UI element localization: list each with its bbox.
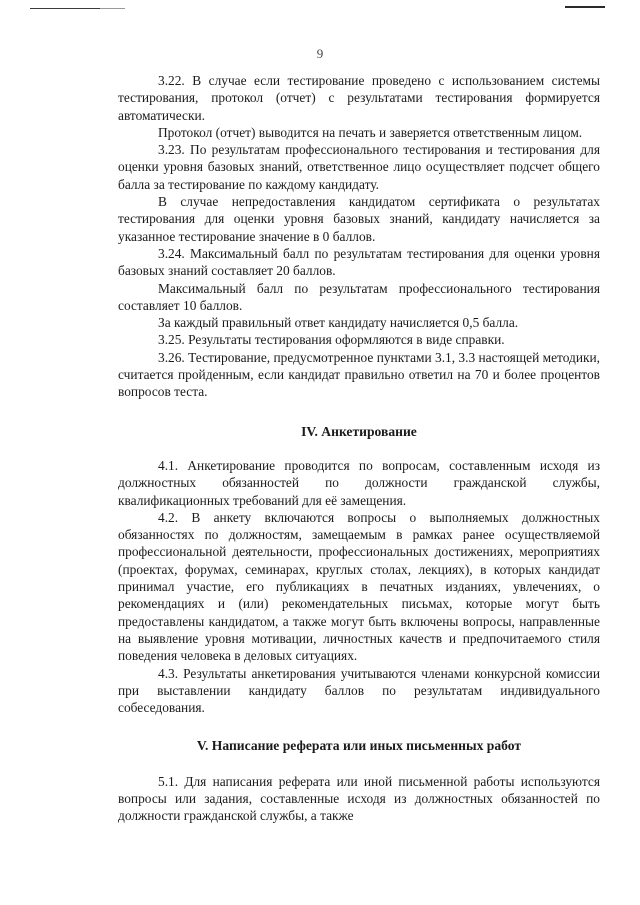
paragraph: 3.24. Максимальный балл по результатам тестирования для оценки уровня базовых знаний составляет 20 баллов. <box>118 245 600 279</box>
paragraph: Максимальный балл по результатам профессионального тестирования составляет 10 баллов. <box>118 280 600 313</box>
paragraph: 3.26. Тестирование, предусмотренное пунктами 3.1, 3.3 настоящей методики, считается пройденным, если кандидат правильно ответил на 70 и более процентов вопросов теста. <box>118 349 601 400</box>
scan-artifact-line <box>565 6 605 8</box>
paragraph: 4.2. В анкету включаются вопросы о выполняемых должностных обязанностях по должностям, замещаемым в рамках ранее осуществляемой профессиональной деятельности, профессиональных достижениях, мероприятиях (проектах, форумах, семинарах, круглых столах, лекциях), в которых кандидат принимал участие, его публикациях в печатных изданиях, увлечениях, о рекомендациях и (или) рекомендательных письмах, которые могут быть предоставлены кандидатом, а также могут быть включены вопросы, направленные на выявление уровня мотивации, личностных качеств и предпочитаемого стиля поведения человека в деловых ситуациях. <box>118 509 600 664</box>
scan-artifact-line <box>30 8 100 9</box>
paragraph: 4.3. Результаты анкетирования учитываются членами конкурсной комиссии при выставлении кандидату баллов по результатам индивидуального собеседования. <box>118 665 600 716</box>
document-body <box>118 72 600 825</box>
section-heading-v: V. Написание реферата или иных письменных работ <box>196 738 522 754</box>
paragraph: 5.1. Для написания реферата или иной письменной работы используются вопросы или задания, составленные исходя из должностных обязанностей по должности гражданской службы, а также <box>118 773 600 824</box>
paragraph: 3.25. Результаты тестирования оформляются в виде справки. <box>158 332 505 348</box>
paragraph: В случае непредоставления кандидатом сертификата о результатах тестирования для оценки уровня базовых знаний, кандидату начисляется за указанное тестирование значение в 0 баллов. <box>118 194 600 244</box>
scan-artifact-line <box>100 8 125 9</box>
paragraph: Протокол (отчет) выводится на печать и заверяется ответственным лицом. <box>158 124 583 140</box>
paragraph: За каждый правильный ответ кандидату начисляется 0,5 балла. <box>158 315 519 331</box>
paragraph: 4.1. Анкетирование проводится по вопросам, составленным исходя из должностных обязанностей по должности гражданской службы, квалификационных требований для её замещения. <box>118 457 600 508</box>
paragraph: 3.23. По результатам профессионального тестирования и тестирования для оценки уровня базовых знаний, ответственное лицо осуществляет подсчет общего балла за тестирование по каждому кандидату. <box>118 142 600 192</box>
section-heading-iv: IV. Анкетирование <box>301 423 417 439</box>
page-number: 9 <box>316 46 324 61</box>
paragraph: 3.22. В случае если тестирование проведено с использованием системы тестирования, протокол (отчет) с результатами тестирования формируется автоматически. <box>118 73 600 123</box>
